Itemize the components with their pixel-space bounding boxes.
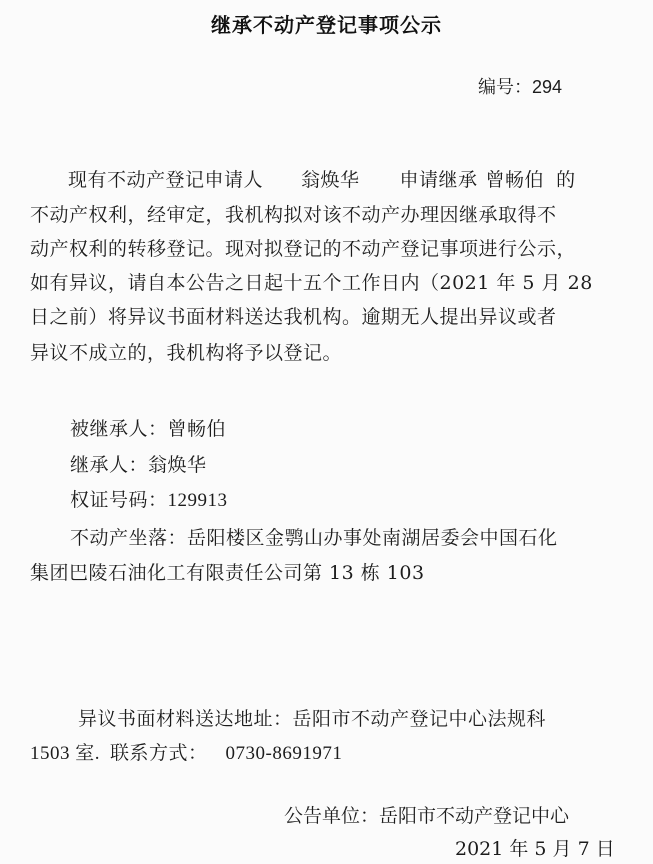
contact-value: 0730-8691971: [225, 743, 343, 764]
paragraph-line-1: [68, 165, 576, 192]
address-value-line-1: 岳阳市不动产登记中心法规科: [292, 708, 547, 730]
certificate-value: 129913: [167, 490, 228, 511]
paragraph-line-4: 如有异议，请自本公告之日起十五个工作日内（2021 年 5 月 28: [30, 272, 593, 294]
paragraph-line-2: 不动产权利，经审定，我机构拟对该不动产办理因继承取得不: [30, 204, 557, 226]
document-number: [478, 73, 562, 99]
decedent-label: 被继承人：: [70, 418, 168, 440]
location-row: [70, 523, 558, 550]
document-number-label: 编号：: [478, 77, 532, 98]
paragraph-prefix: 现有不动产登记申请人: [68, 169, 264, 191]
contact-row: [30, 738, 342, 765]
paragraph-line-3: 动产权利的转移登记。现对拟登记的不动产登记事项进行公示，: [30, 238, 577, 260]
issue-date: 2021 年 5 月 7 日: [455, 838, 615, 860]
paragraph-mid: 申请继承: [399, 169, 478, 191]
paragraph-line-6: 异议不成立的，我机构将予以登记。: [30, 342, 343, 364]
address-row: [78, 704, 546, 731]
decedent-row: [70, 414, 226, 441]
applicant-name: 翁焕华: [301, 169, 360, 191]
certificate-row: [70, 485, 228, 512]
page-title: 继承不动产登记事项公示: [211, 13, 442, 37]
issuer-value: 岳阳市不动产登记中心: [379, 805, 570, 827]
heir-label: 继承人：: [70, 454, 149, 476]
issuer-row: [284, 801, 569, 828]
location-label: 不动产坐落：: [70, 527, 188, 549]
address-label: 异议书面材料送达地址：: [78, 708, 293, 730]
location-line-2: 集团巴陵石油化工有限责任公司第 13 栋 103: [30, 562, 425, 584]
location-line-1: 岳阳楼区金鹗山办事处南湖居委会中国石化: [187, 527, 558, 549]
paragraph-line-5: 日之前）将异议书面材料送达我机构。逾期无人提出异议或者: [30, 306, 557, 328]
issuer-label: 公告单位：: [284, 805, 380, 827]
contact-label: 联系方式：: [110, 742, 208, 764]
heir-row: [70, 450, 207, 477]
decedent-name: 曾畅伯: [485, 169, 545, 191]
document-number-value: 294: [532, 77, 563, 97]
paragraph-suffix: 的: [556, 169, 576, 191]
heir-value: 翁焕华: [148, 454, 207, 476]
certificate-label: 权证号码：: [70, 489, 168, 511]
address-value-line-2: 1503 室.: [30, 743, 101, 764]
decedent-value: 曾畅伯: [167, 418, 227, 440]
